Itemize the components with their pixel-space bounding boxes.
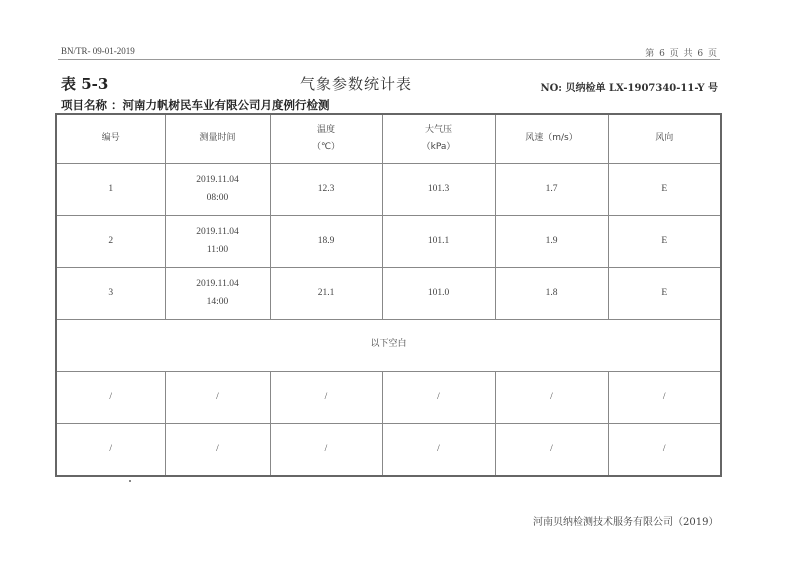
empty-cell: / — [270, 371, 382, 423]
cell-wind-direction: E — [608, 163, 721, 215]
column-header-wind-direction: 风向 — [608, 114, 721, 163]
page-title: 气象参数统计表 — [300, 75, 413, 93]
column-header-wind-speed: 风速（m/s） — [495, 114, 608, 163]
table-row — [56, 163, 721, 215]
header-divider — [58, 59, 720, 60]
report-number: NO: 贝纳检单 LX-1907340-11-Y 号 — [540, 83, 718, 94]
cell-id: 2 — [56, 215, 165, 267]
empty-cell: / — [495, 371, 608, 423]
company-footer: 河南贝纳检测技术服务有限公司（2019） — [533, 517, 719, 528]
cell-wind-speed: 1.7 — [495, 163, 608, 215]
column-header-time: 测量时间 — [165, 114, 270, 163]
empty-cell: / — [608, 371, 721, 423]
cell-time: 2019.11.04 14:00 — [165, 267, 270, 319]
column-header-temperature: 温度 （℃） — [270, 114, 382, 163]
cell-wind-speed: 1.8 — [495, 267, 608, 319]
column-header-pressure: 大气压 （kPa） — [382, 114, 495, 163]
cell-pressure: 101.3 — [382, 163, 495, 215]
cell-time: 2019.11.04 11:00 — [165, 215, 270, 267]
table-row — [56, 267, 721, 319]
cell-pressure: 101.1 — [382, 215, 495, 267]
table-header-row — [56, 114, 721, 163]
table-row — [56, 215, 721, 267]
empty-cell: / — [382, 371, 495, 423]
weather-parameter-table — [55, 113, 722, 477]
blank-note: 以下空白 — [56, 319, 721, 371]
project-name: 项目名称 ：河南力帆树民车业有限公司月度例行检测 — [61, 98, 330, 112]
empty-cell: / — [56, 371, 165, 423]
scan-speck — [129, 480, 131, 482]
empty-row — [56, 423, 721, 476]
cell-id: 3 — [56, 267, 165, 319]
empty-cell: / — [270, 423, 382, 476]
cell-temperature: 21.1 — [270, 267, 382, 319]
document-code: BN/TR- 09-01-2019 — [61, 46, 135, 56]
page-indicator: 第 6 页 共 6 页 — [645, 49, 718, 59]
cell-wind-speed: 1.9 — [495, 215, 608, 267]
cell-wind-direction: E — [608, 215, 721, 267]
cell-time: 2019.11.04 08:00 — [165, 163, 270, 215]
cell-wind-direction: E — [608, 267, 721, 319]
blank-note-row — [56, 319, 721, 371]
empty-cell: / — [382, 423, 495, 476]
cell-temperature: 18.9 — [270, 215, 382, 267]
table-number: 表 5-3 — [61, 75, 109, 93]
empty-cell: / — [56, 423, 165, 476]
empty-row — [56, 371, 721, 423]
empty-cell: / — [495, 423, 608, 476]
column-header-id: 编号 — [56, 114, 165, 163]
cell-pressure: 101.0 — [382, 267, 495, 319]
empty-cell: / — [608, 423, 721, 476]
cell-id: 1 — [56, 163, 165, 215]
empty-cell: / — [165, 423, 270, 476]
cell-temperature: 12.3 — [270, 163, 382, 215]
empty-cell: / — [165, 371, 270, 423]
